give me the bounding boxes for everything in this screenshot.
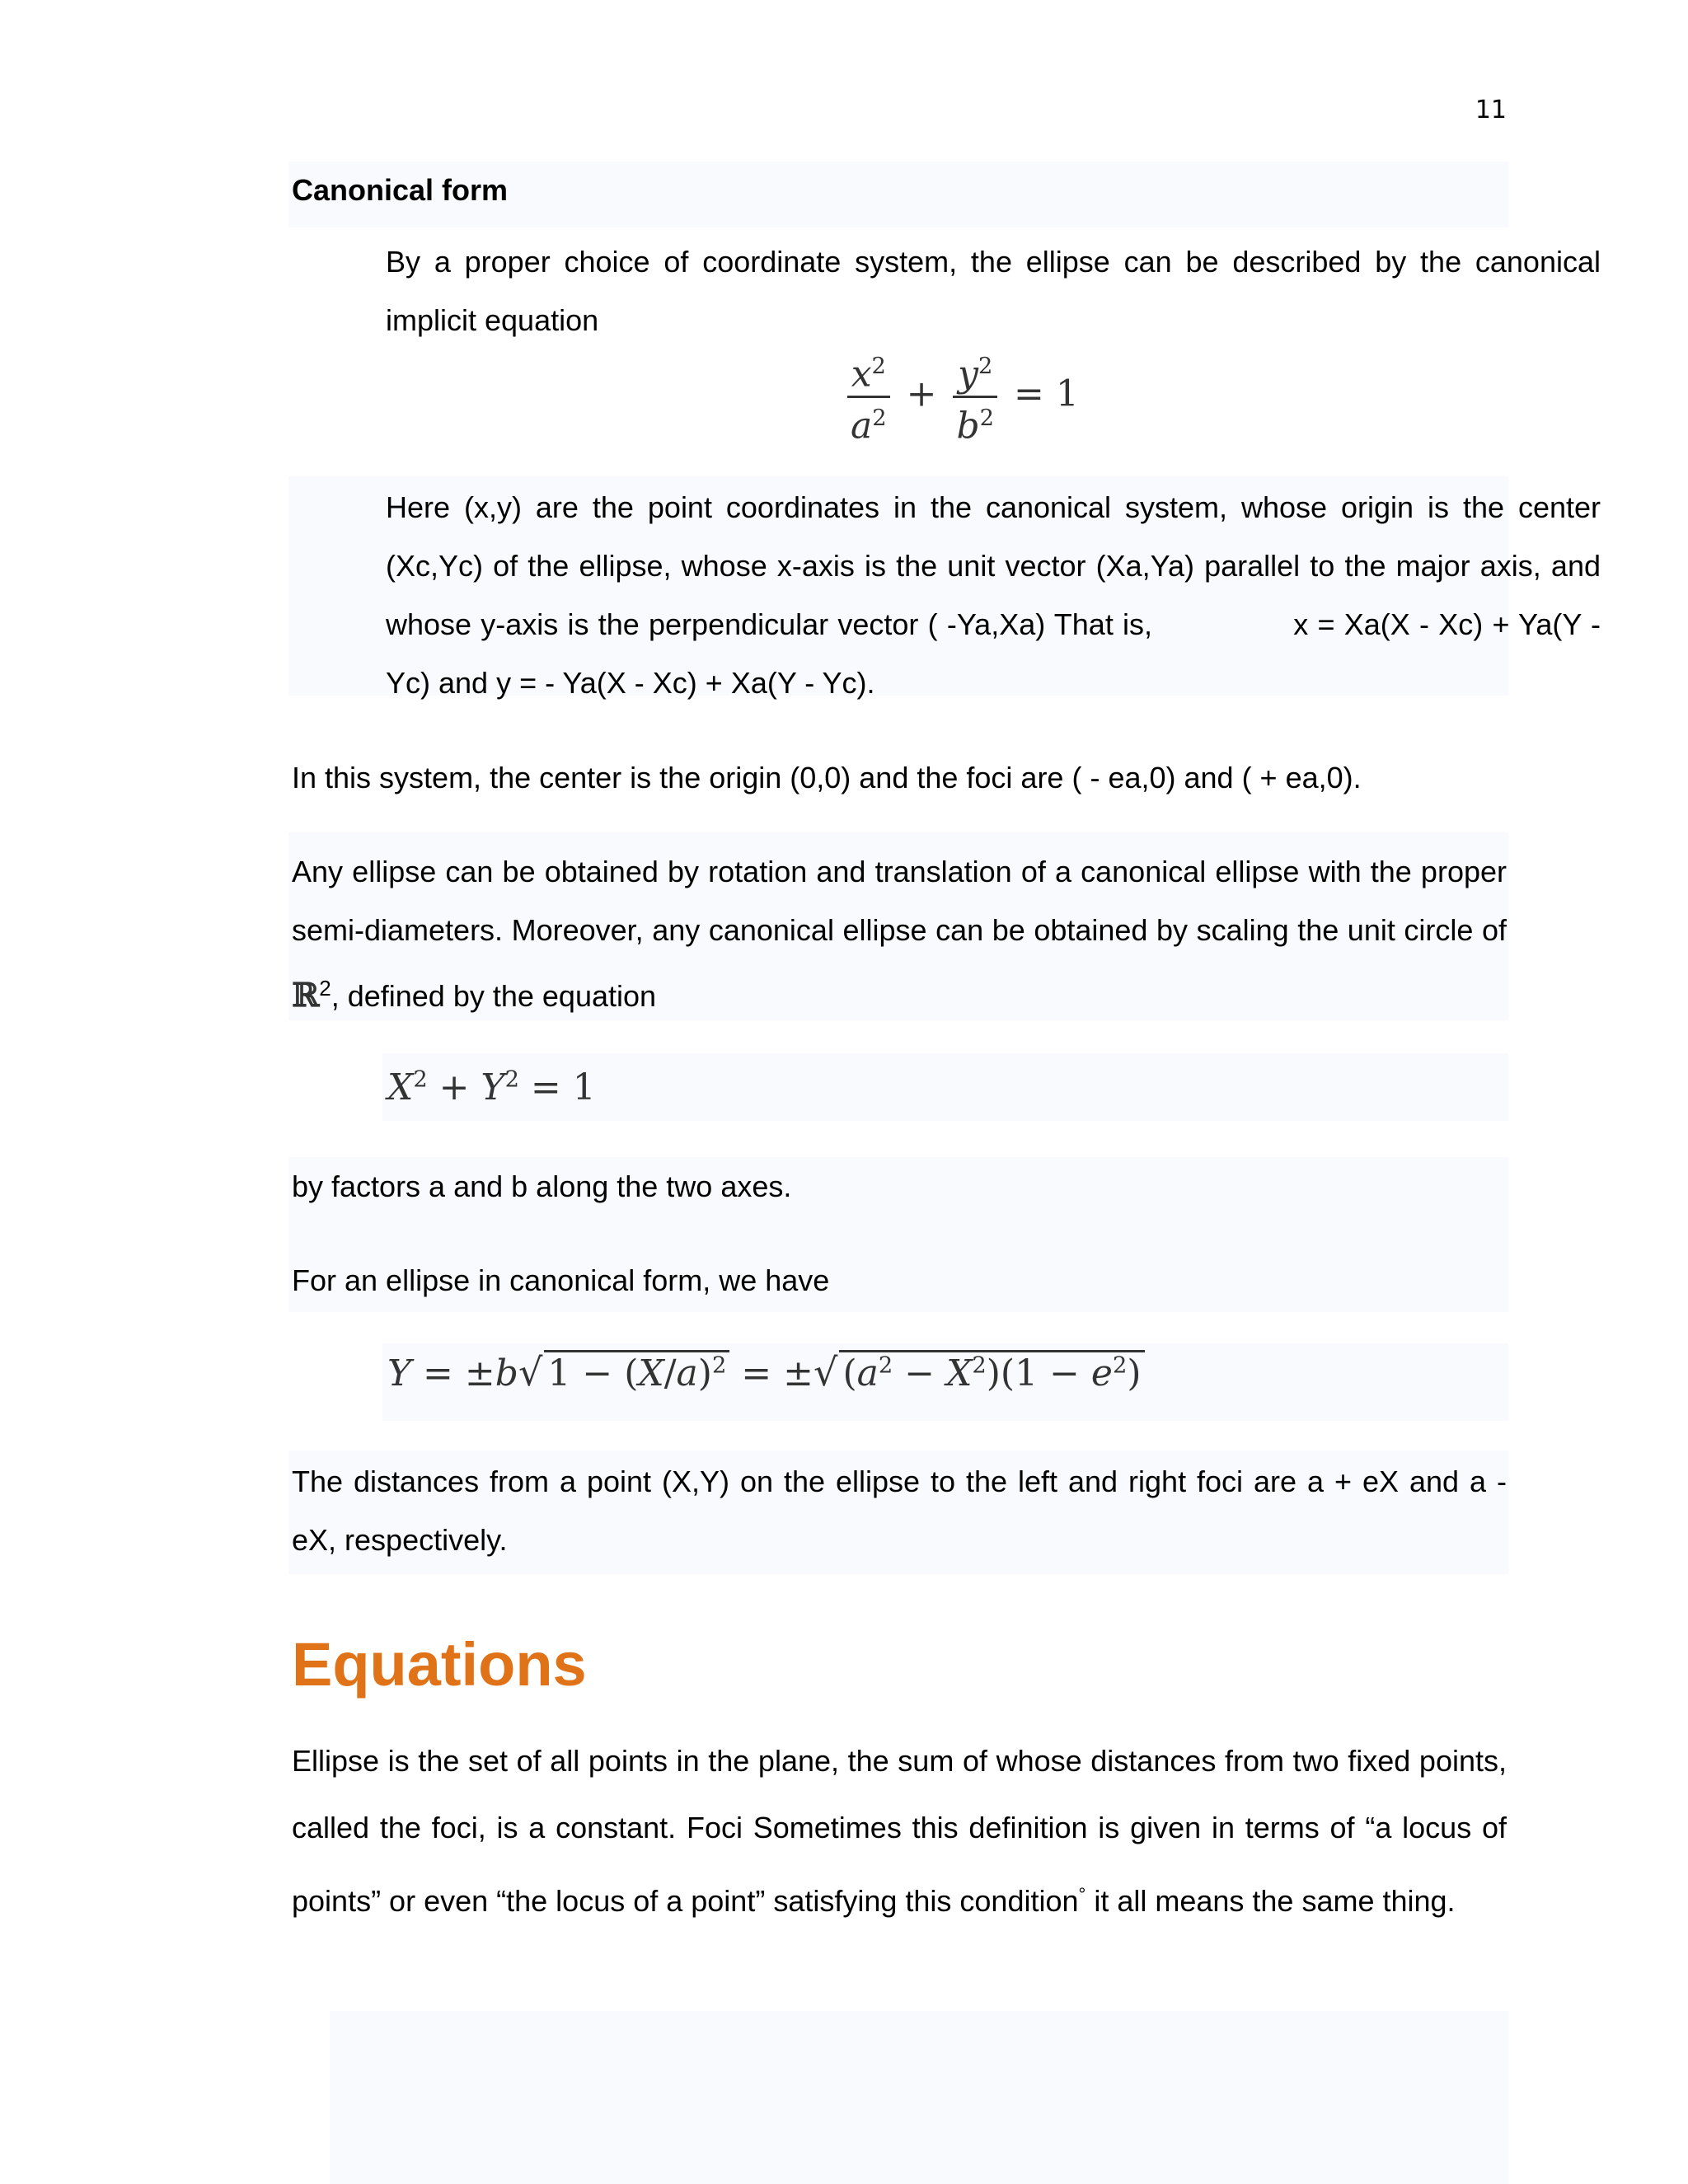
distances-paragraph — [292, 1452, 1507, 1569]
degree-mark: ° — [1078, 1884, 1086, 1905]
factors-paragraph — [292, 1157, 1507, 1216]
band-bottom — [330, 2011, 1508, 2184]
equation-ellipse-canonical: $\frac{x^2}{a^2}$ + $\frac{y^2}{b^2}$ = 1 — [842, 346, 1079, 447]
equations-text: Ellipse is the set of all points in the plane, the sum of whose distances from two fixed points, called the foci, is a constant. Foci Sometimes this definition is given in terms of “a locus of points” or even “the locus of a point” satisfying this condition — [292, 1744, 1507, 1918]
any-ellipse-text: Any ellipse can be obtained by rotation and translation of a canonical ellipse with the proper semi-diameters. Moreover, any canonical ellipse can be obtained by scaling the unit circle of — [292, 855, 1507, 947]
coords-text: Here (x,y) are the point coordinates in the canonical system, whose origin is the center (Xc,Yc) of the ellipse, whose x-axis is the unit vector (Xa,Ya) parallel to the major axis, and whose y-axis is the perpendicular vector ( -Ya,Xa) That is, — [386, 490, 1601, 641]
canonical-paragraph — [292, 1251, 1507, 1310]
coords-paragraph — [292, 478, 1601, 712]
page-number: 11 — [1475, 96, 1507, 124]
equation-y-canonical: Y = ±b√ $1 - (X/a)^2$ = ±√ $(a^2 - X^2)(1 - e^2)$ — [387, 1350, 1145, 1394]
coords-equation-text: x = Xa(X - Xc) + Ya(Y - Yc) and y = - Ya(X - Xc) + Xa(Y - Yc). — [386, 607, 1601, 700]
equations-text-tail: it all means the same thing. — [1085, 1884, 1456, 1918]
fraction-y: $\frac{y^2}{b^2}$ — [953, 346, 997, 447]
any-ellipse-paragraph — [292, 842, 1507, 1025]
equation-unit-circle: $X^2 + Y^2 = 1$ — [387, 1066, 596, 1108]
distances-text: The distances from a point (X,Y) on the ellipse to the left and right foci are a + eX and a - eX, respectively. — [292, 1465, 1507, 1557]
fraction-x: $\frac{x^2}{a^2}$ — [847, 346, 890, 447]
intro-text: By a proper choice of coordinate system, the ellipse can be described by the canonical implicit equation — [386, 245, 1601, 337]
canonical-text: For an ellipse in canonical form, we have — [292, 1263, 830, 1297]
real-numbers-exponent: 2 — [319, 976, 331, 1001]
intro-paragraph — [292, 232, 1601, 349]
equations-paragraph — [292, 1727, 1507, 1934]
system-text: In this system, the center is the origin (0,0) and the foci are ( - ea,0) and ( + ea,0). — [292, 761, 1362, 794]
real-numbers-symbol: ℝ — [292, 976, 320, 1015]
system-paragraph — [292, 748, 1507, 807]
factors-text: by factors a and b along the two axes. — [292, 1169, 792, 1203]
equations-heading: Equations — [292, 1630, 587, 1699]
section-heading: Canonical form — [292, 173, 509, 207]
any-ellipse-tail: , defined by the equation — [331, 979, 657, 1013]
